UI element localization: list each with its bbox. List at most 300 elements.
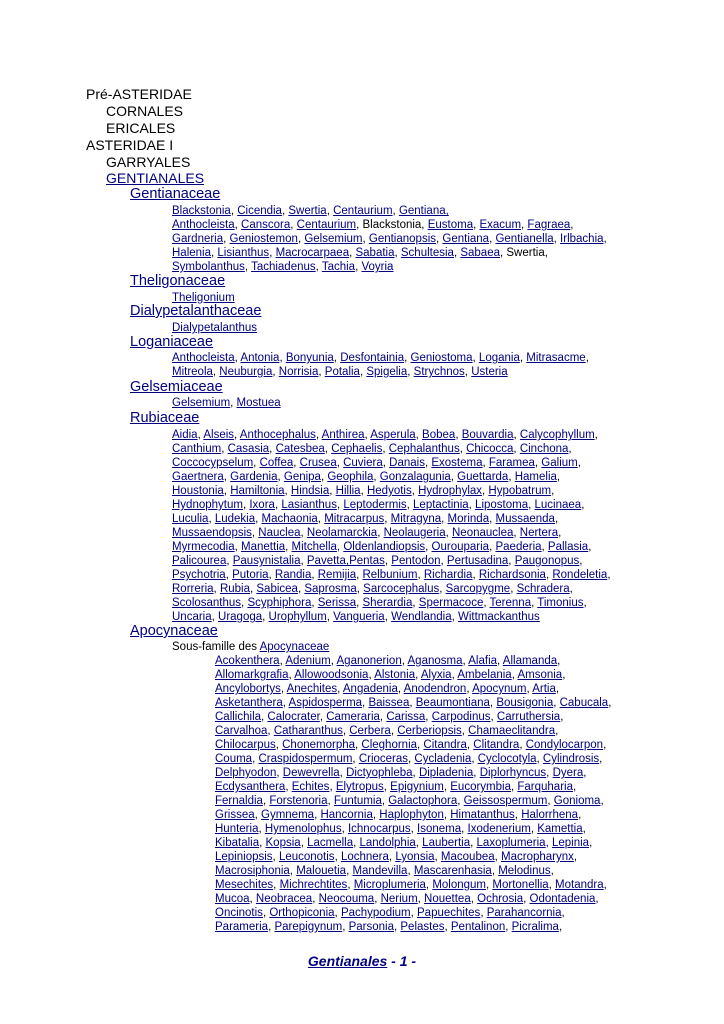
genus-link[interactable]: Myrmecodia [172,541,235,553]
genus-link[interactable]: Elytropus [335,781,384,793]
genus-link[interactable]: Eustoma [427,219,474,231]
genus-link[interactable]: Adenium [285,655,331,667]
genus-link[interactable]: Parameria [215,921,269,933]
genus-link[interactable]: Allomarkgrafia [215,669,289,681]
footer-gentianales-link[interactable]: Gentianales [307,953,388,969]
genus-link[interactable]: Diplorhyncus [479,767,547,779]
genus-link[interactable]: Houstonia [172,485,224,497]
genus-link[interactable]: Halenia [172,247,211,259]
genus-link[interactable]: Ichnocarpus [347,823,411,835]
family-apocynaceae-link[interactable]: Apocynaceae [130,623,218,639]
genus-link[interactable]: Mussaenda [495,513,555,525]
genus-link[interactable]: Wendlandia [391,611,452,623]
genus-link[interactable]: Cephalanthus [388,443,460,455]
genus-link[interactable]: Gentiana [442,233,490,245]
genus-link[interactable]: Mostuea [236,397,281,409]
genus-link[interactable]: Exacum [479,219,522,231]
genus-link[interactable]: Allamanda [502,655,558,667]
genus-separator-text: , [275,739,283,751]
genus-link[interactable]: Himatanthus [450,809,515,821]
genus-link[interactable]: Laxoplumeria [476,837,546,849]
genus-link[interactable]: Macropharynx [501,851,574,863]
genus-link[interactable]: Uncaria [172,611,212,623]
genus-link[interactable]: Kamettia [537,823,583,835]
heading-gentianales-link[interactable]: GENTIANALES [106,170,205,186]
genus-link[interactable]: Luculia [172,513,209,525]
genus-link[interactable]: Hypobatrum [488,485,552,497]
genus-link[interactable]: Geniostoma [410,352,473,364]
genus-link[interactable]: Richardia [423,569,473,581]
genus-link[interactable]: Baissea [368,697,410,709]
genus-link[interactable]: Galactophora [388,795,458,807]
genus-link[interactable]: Irlbachia [560,233,604,245]
family-dialypetalanthaceae-link[interactable]: Dialypetalanthaceae [130,303,262,319]
genus-link[interactable]: Blackstonia [172,205,231,217]
genus-link[interactable]: Gentianopsis [368,233,436,245]
genus-link[interactable]: Hindsia [290,485,330,497]
genus-link[interactable]: Strychnos [413,366,465,378]
genus-link[interactable]: Gonioma [553,795,601,807]
genus-separator-text: , [490,711,497,723]
genus-link[interactable]: Hymenolophus [264,823,342,835]
genus-link[interactable]: Lepiniopsis [215,851,273,863]
genus-link[interactable]: Parsonia [348,921,394,933]
genus-link[interactable]: Uragoga [218,611,263,623]
genus-link[interactable]: Centaurium [333,205,393,217]
genus-link[interactable]: Manettia [241,541,286,553]
genus-separator-text: , [415,669,421,681]
genus-link[interactable]: Cerberiopsis [397,725,462,737]
genus-link[interactable]: Scyphiphora [247,597,312,609]
genus-link[interactable]: Pausynistalia [232,555,301,567]
genus-link[interactable]: Catharanthus [273,725,343,737]
genus-link[interactable]: Randia [274,569,312,581]
genus-link[interactable]: Cinchona [519,443,569,455]
genus-link[interactable]: Geophila [327,471,374,483]
genus-link[interactable]: Asketanthera [215,697,283,709]
genus-link[interactable]: Picralima [511,921,559,933]
genus-link[interactable]: Sarcopygme [445,583,511,595]
genus-link[interactable]: Melodinus [498,865,551,877]
genus-link[interactable]: Dyera [552,767,584,779]
genus-link[interactable]: Bonyunia [285,352,334,364]
genus-link[interactable]: Fernaldia [215,795,263,807]
genus-link[interactable]: Neolaugeria [383,527,446,539]
genus-separator-text: , [424,457,432,469]
genus-link[interactable]: Lipostoma [475,499,529,511]
genus-link[interactable]: Orthopiconia [269,907,335,919]
family-gelsemiaceae-link[interactable]: Gelsemiaceae [130,379,223,395]
genus-link[interactable]: Geissospermum [463,795,548,807]
family-gentianaceae-link[interactable]: Gentianaceae [130,186,221,202]
genus-link[interactable]: Rorreria [172,583,214,595]
genus-link[interactable]: Amsonia [517,669,563,681]
genus-link[interactable]: Echites [291,781,330,793]
genus-separator-text: , [569,583,573,595]
genus-link[interactable]: Mucoa [215,893,250,905]
genus-separator-text: , [407,865,414,877]
genus-link[interactable]: Gelsemium [172,397,231,409]
genus-link[interactable]: Sabaea [460,247,500,259]
genus-link[interactable]: Sabicea [256,583,298,595]
genus-separator-text: , [595,893,599,905]
genus-link[interactable]: Carruthersia [496,711,561,723]
genus-separator-text: , [455,429,462,441]
genus-link[interactable]: Michrechtites [279,879,348,891]
genus-link[interactable]: Apocynum [472,683,527,695]
genus-separator-text: , [336,457,344,469]
genus-link[interactable]: Ixora [249,499,275,511]
genus-link[interactable]: Mitrasacme [526,352,586,364]
genus-link[interactable]: Cycladenia [414,753,472,765]
genus-link[interactable]: Aspidosperma [288,697,363,709]
genus-link[interactable]: Pertusadina [446,555,509,567]
genus-link[interactable]: Gonzalagunia [379,471,451,483]
genus-link[interactable]: Craspidospermum [258,753,353,765]
genus-separator-text: , [436,233,443,245]
genus-link[interactable]: Lochnera [340,851,389,863]
genus-link[interactable]: Gardenia [230,471,278,483]
genus-link[interactable]: Landolphia [359,837,416,849]
genus-link[interactable]: Mascarenhasia [413,865,492,877]
genus-link[interactable]: Epigynium [390,781,444,793]
genus-link[interactable]: Richardsonia [478,569,546,581]
genus-link[interactable]: Norrisia [278,366,319,378]
genus-link[interactable]: Mitreola [172,366,213,378]
genus-link[interactable]: Cuviera [343,457,383,469]
genus-separator-text: , [445,527,452,539]
genus-link[interactable]: Chamaeclitandra [468,725,556,737]
genus-link[interactable]: Machaonia [261,513,318,525]
genus-link[interactable]: Carvalhoa [215,725,268,737]
genus-link[interactable]: Theligonium [172,292,235,304]
genus-link[interactable]: Anthocephalus [239,429,316,441]
genus-link[interactable]: Sarcocephalus [363,583,440,595]
genus-link[interactable]: Crioceras [358,753,409,765]
genus-separator-text: , [381,795,389,807]
genus-link[interactable]: Halorrhena [521,809,579,821]
genus-link[interactable]: Beaumontiana [415,697,490,709]
genus-link[interactable]: Condylocarpon [525,739,604,751]
genus-link[interactable]: Cabucala [559,697,609,709]
genus-link[interactable]: Paugonopus [514,555,580,567]
genus-link[interactable]: Aganonerion [336,655,402,667]
genus-link[interactable]: Ochrosia [477,893,524,905]
genus-link[interactable]: Anechites [286,683,338,695]
genus-separator-text: , [505,921,512,933]
genus-link[interactable]: Casasia [227,443,270,455]
genus-separator-text: , [523,893,530,905]
genus-link[interactable]: Terenna [489,597,532,609]
genus-link[interactable]: Ourouparia [431,541,490,553]
genus-link[interactable]: Saprosma [304,583,357,595]
genus-link[interactable]: Couma [215,753,253,765]
genus-link[interactable]: Parepigynum [274,921,343,933]
family-theligonaceae-link[interactable]: Theligonaceae [130,273,226,289]
genus-link[interactable]: Pallasia [547,541,589,553]
genus-link[interactable]: Voyria [361,261,394,273]
genus-link[interactable]: Hamelia [514,471,557,483]
genus-link[interactable]: Hancornia [320,809,373,821]
genus-link[interactable]: Odontadenia [529,893,596,905]
genus-link[interactable]: Laubertia [422,837,471,849]
genus-link[interactable]: Neocouma [318,893,375,905]
genus-link[interactable]: Chonemorpha [282,739,356,751]
genus-link[interactable]: Cameraria [326,711,380,723]
genus-link[interactable]: Hillia [335,485,361,497]
genus-link[interactable]: Parahancornia [486,907,562,919]
genus-link[interactable]: Citandra [423,739,467,751]
genus-link[interactable]: Galium [541,457,578,469]
genus-link[interactable]: Bobea [422,429,456,441]
family-rubiaceae-link[interactable]: Rubiaceae [130,410,200,426]
genus-link[interactable]: Neobracea [255,893,313,905]
genus-link[interactable]: Logania [478,352,520,364]
genus-link[interactable]: Faramea [488,457,535,469]
genus-link[interactable]: Desfontainia [340,352,405,364]
genus-link[interactable]: Clitandra [473,739,520,751]
genus-link[interactable]: Pelastes [400,921,445,933]
genus-link[interactable]: Mandevilla [352,865,408,877]
genus-link[interactable]: Carpodinus [431,711,491,723]
genus-link[interactable]: Cleghornia [361,739,418,751]
genus-link[interactable]: Asperula [370,429,416,441]
genus-link[interactable]: Hamiltonia [230,485,285,497]
genus-link[interactable]: Ecdysanthera [215,781,286,793]
genus-link[interactable]: Kibatalia [215,837,260,849]
genus-link[interactable]: Gelsemium [304,233,363,245]
genus-link[interactable]: Paederia [495,541,542,553]
genus-link[interactable]: Ancylobortys [215,683,281,695]
genus-link[interactable]: Genipa [283,471,321,483]
genus-link[interactable]: Allowoodsonia [294,669,369,681]
genus-link[interactable]: Oncinotis [215,907,263,919]
genus-link[interactable]: Dewevrella [282,767,340,779]
genus-link[interactable]: Cylindrosis [542,753,600,765]
genus-link[interactable]: Geniostemon [229,233,298,245]
genus-link[interactable]: Aidia [172,429,198,441]
genus-link[interactable]: Anthirea [321,429,365,441]
genus-link[interactable]: Mitragyna [390,513,442,525]
genus-link[interactable]: Kopsia [265,837,301,849]
genus-link[interactable]: Lisianthus [217,247,270,259]
genus-link[interactable]: Swertia [288,205,327,217]
genus-link[interactable]: Calycophyllum [519,429,595,441]
genus-link[interactable]: Wittmackanthus [458,611,540,623]
genus-link[interactable]: Neonauclea [452,527,514,539]
genus-link[interactable]: Antonia [240,352,280,364]
genus-separator-text: , [459,443,467,455]
genus-link[interactable]: Hunteria [215,823,259,835]
genus-link[interactable]: Dialypetalanthus [172,322,258,334]
genus-separator-text: , [473,219,480,231]
genus-link[interactable]: Tachia [321,261,356,273]
genus-link[interactable]: Gymnema [261,809,315,821]
genus-link[interactable]: Canthium [172,443,222,455]
genus-link[interactable]: Morinda [447,513,490,525]
genus-link[interactable]: Funtumia [333,795,382,807]
genus-link[interactable]: Exostema [431,457,483,469]
genus-link[interactable]: Macoubea [440,851,495,863]
genus-link[interactable]: Canscora [241,219,291,231]
genus-link[interactable]: Alafia [468,655,498,667]
genus-separator-text: , [261,711,268,723]
genus-link[interactable]: Anthocleista [172,352,235,364]
genus-link[interactable]: Danais [389,457,425,469]
genus-separator-text: , [197,429,204,441]
genus-link[interactable]: Coffea [259,457,294,469]
genus-link[interactable]: Rubia [219,583,250,595]
genus-separator-text: , [268,921,275,933]
genus-link[interactable]: Pachypodium [340,907,411,919]
genus-link[interactable]: Haplophyton [379,809,444,821]
genus-link[interactable]: Mitracarpus [324,513,385,525]
genus-link[interactable]: Oldenlandiopsis [343,541,426,553]
genus-link[interactable]: Sherardia [362,597,413,609]
genus-link[interactable]: Papuechites [417,907,481,919]
genus-link[interactable]: Spermacoce [418,597,484,609]
genus-link[interactable]: Mussaendopsis [172,527,252,539]
genus-link[interactable]: Nertera [519,527,559,539]
genus-link[interactable]: Potalia [324,366,360,378]
genus-link[interactable]: Hedyotis [366,485,412,497]
genus-link[interactable]: Leuconotis [278,851,335,863]
genera-line [172,568,611,582]
genus-link[interactable]: Chicocca [466,443,514,455]
genus-link[interactable]: Coccocypselum [172,457,254,469]
genus-separator-text: , [255,513,262,525]
genus-link[interactable]: Dictyophleba [346,767,413,779]
genus-link[interactable]: Nouettea [424,893,471,905]
genus-link[interactable]: Chilocarpus [215,739,276,751]
genus-link[interactable]: Ambelania [457,669,512,681]
genus-link[interactable]: Sabatia [355,247,395,259]
genus-link[interactable]: Schradera [516,583,570,595]
genus-link[interactable]: Gentianella [495,233,554,245]
genus-link[interactable]: Guettarda [457,471,509,483]
genus-link[interactable]: Fagraea [527,219,571,231]
genus-link[interactable]: Lyonsia [395,851,435,863]
genus-link[interactable]: Cyclocotyla [477,753,537,765]
genus-link[interactable]: Centaurium [296,219,357,231]
genus-link[interactable]: Relbunium [362,569,418,581]
genus-link[interactable]: Grissea [215,809,255,821]
genus-link[interactable]: Remijia [317,569,357,581]
genus-link[interactable]: Ixodenerium [467,823,531,835]
genus-link[interactable]: Delphyodon [215,767,277,779]
genus-link[interactable]: Crusea [299,457,337,469]
genus-link[interactable]: Scolosanthus [172,597,242,609]
genus-link[interactable]: Forstenoria [269,795,328,807]
genus-link[interactable]: Eucorymbia [450,781,511,793]
genus-link[interactable]: Schultesia [400,247,454,259]
genus-link[interactable]: Leptodermis [343,499,407,511]
genus-link[interactable]: Alyxia [420,669,452,681]
genus-link[interactable]: Lepinia [551,837,590,849]
genus-link[interactable]: Pavetta,Pentas [306,555,385,567]
genus-link[interactable]: Vangueria [333,611,385,623]
genus-link[interactable]: Lucinaea [534,499,582,511]
genus-link[interactable]: Anthocleista [172,219,235,231]
genus-link[interactable]: Motandra [555,879,604,891]
genus-link[interactable]: Catesbea [275,443,325,455]
genus-link[interactable]: Lasianthus [281,499,337,511]
genus-link[interactable]: Cerbera [349,725,391,737]
genus-link[interactable]: Pentodon [391,555,441,567]
genus-link[interactable]: Calocrater [267,711,320,723]
genus-separator-text: , [279,655,286,667]
genus-link[interactable]: Urophyllum [268,611,327,623]
genus-link[interactable]: Tachiadenus [251,261,316,273]
genus-link[interactable]: Microplumeria [353,879,426,891]
genus-separator-text: , [314,809,321,821]
genus-link[interactable]: Bousigonia [496,697,554,709]
genus-link[interactable]: Anodendron [403,683,467,695]
genus-link[interactable]: Gardneria [172,233,224,245]
genus-link[interactable]: Ludekia [214,513,256,525]
genus-separator-text: , [482,457,489,469]
genus-link[interactable]: Nauclea [258,527,301,539]
genus-link[interactable]: Molongum [432,879,487,891]
genus-link[interactable]: Macrocarpaea [275,247,350,259]
genus-link[interactable]: Cephaelis [331,443,383,455]
genus-link[interactable]: Isonema [417,823,462,835]
genus-link[interactable]: Dipladenia [418,767,474,779]
genus-link[interactable]: Cicendia [237,205,282,217]
genus-link[interactable]: Aganosma [407,655,463,667]
genus-link[interactable]: Nerium [380,893,418,905]
genus-link[interactable]: Artia [532,683,556,695]
subfamily-apocynaceae-link[interactable]: Apocynaceae [259,641,330,653]
genus-link[interactable]: Leptactinia [413,499,469,511]
genus-link[interactable]: Farquharia [517,781,573,793]
genus-link[interactable]: Alseis [203,429,235,441]
genus-link[interactable]: Mortonellia [492,879,549,891]
genus-link[interactable]: Angadenia [342,683,398,695]
genera-line [172,498,584,512]
genus-link[interactable]: Alstonia [374,669,416,681]
genus-link[interactable]: Rondeletia [552,569,608,581]
genus-link[interactable]: Hydnophytum [172,499,243,511]
genus-link[interactable]: Acokenthera [215,655,280,667]
genus-link[interactable]: Neolamarckia [306,527,378,539]
genus-link[interactable]: Gentiana, [398,205,449,217]
genus-link[interactable]: Hydrophylax [418,485,483,497]
genus-link[interactable]: Putoria [232,569,269,581]
genus-link[interactable]: Callichila [215,711,262,723]
genus-link[interactable]: Carissa [386,711,426,723]
genus-link[interactable]: Pentalinon [450,921,506,933]
genus-link[interactable]: Neuburgia [219,366,273,378]
genus-link[interactable]: Symbolanthus [172,261,245,273]
genus-link[interactable]: Lacmella [307,837,354,849]
genus-link[interactable]: Usteria [471,366,508,378]
genus-link[interactable]: Psychotria [172,569,226,581]
genus-link[interactable]: Palicourea [172,555,227,567]
genus-separator-text: , [548,879,556,891]
genus-link[interactable]: Timonius [537,597,584,609]
genus-link[interactable]: Serissa [317,597,357,609]
genus-link[interactable]: Spigelia [366,366,408,378]
genus-link[interactable]: Gaertnera [172,471,224,483]
genus-link[interactable]: Macrosiphonia [215,865,290,877]
genus-link[interactable]: Mitchella [291,541,337,553]
genus-link[interactable]: Mesechites [215,879,274,891]
genera-line [172,321,257,335]
family-loganiaceae-link[interactable]: Loganiaceae [130,334,214,350]
genus-link[interactable]: Bouvardia [461,429,514,441]
genus-link[interactable]: Malouetia [296,865,347,877]
